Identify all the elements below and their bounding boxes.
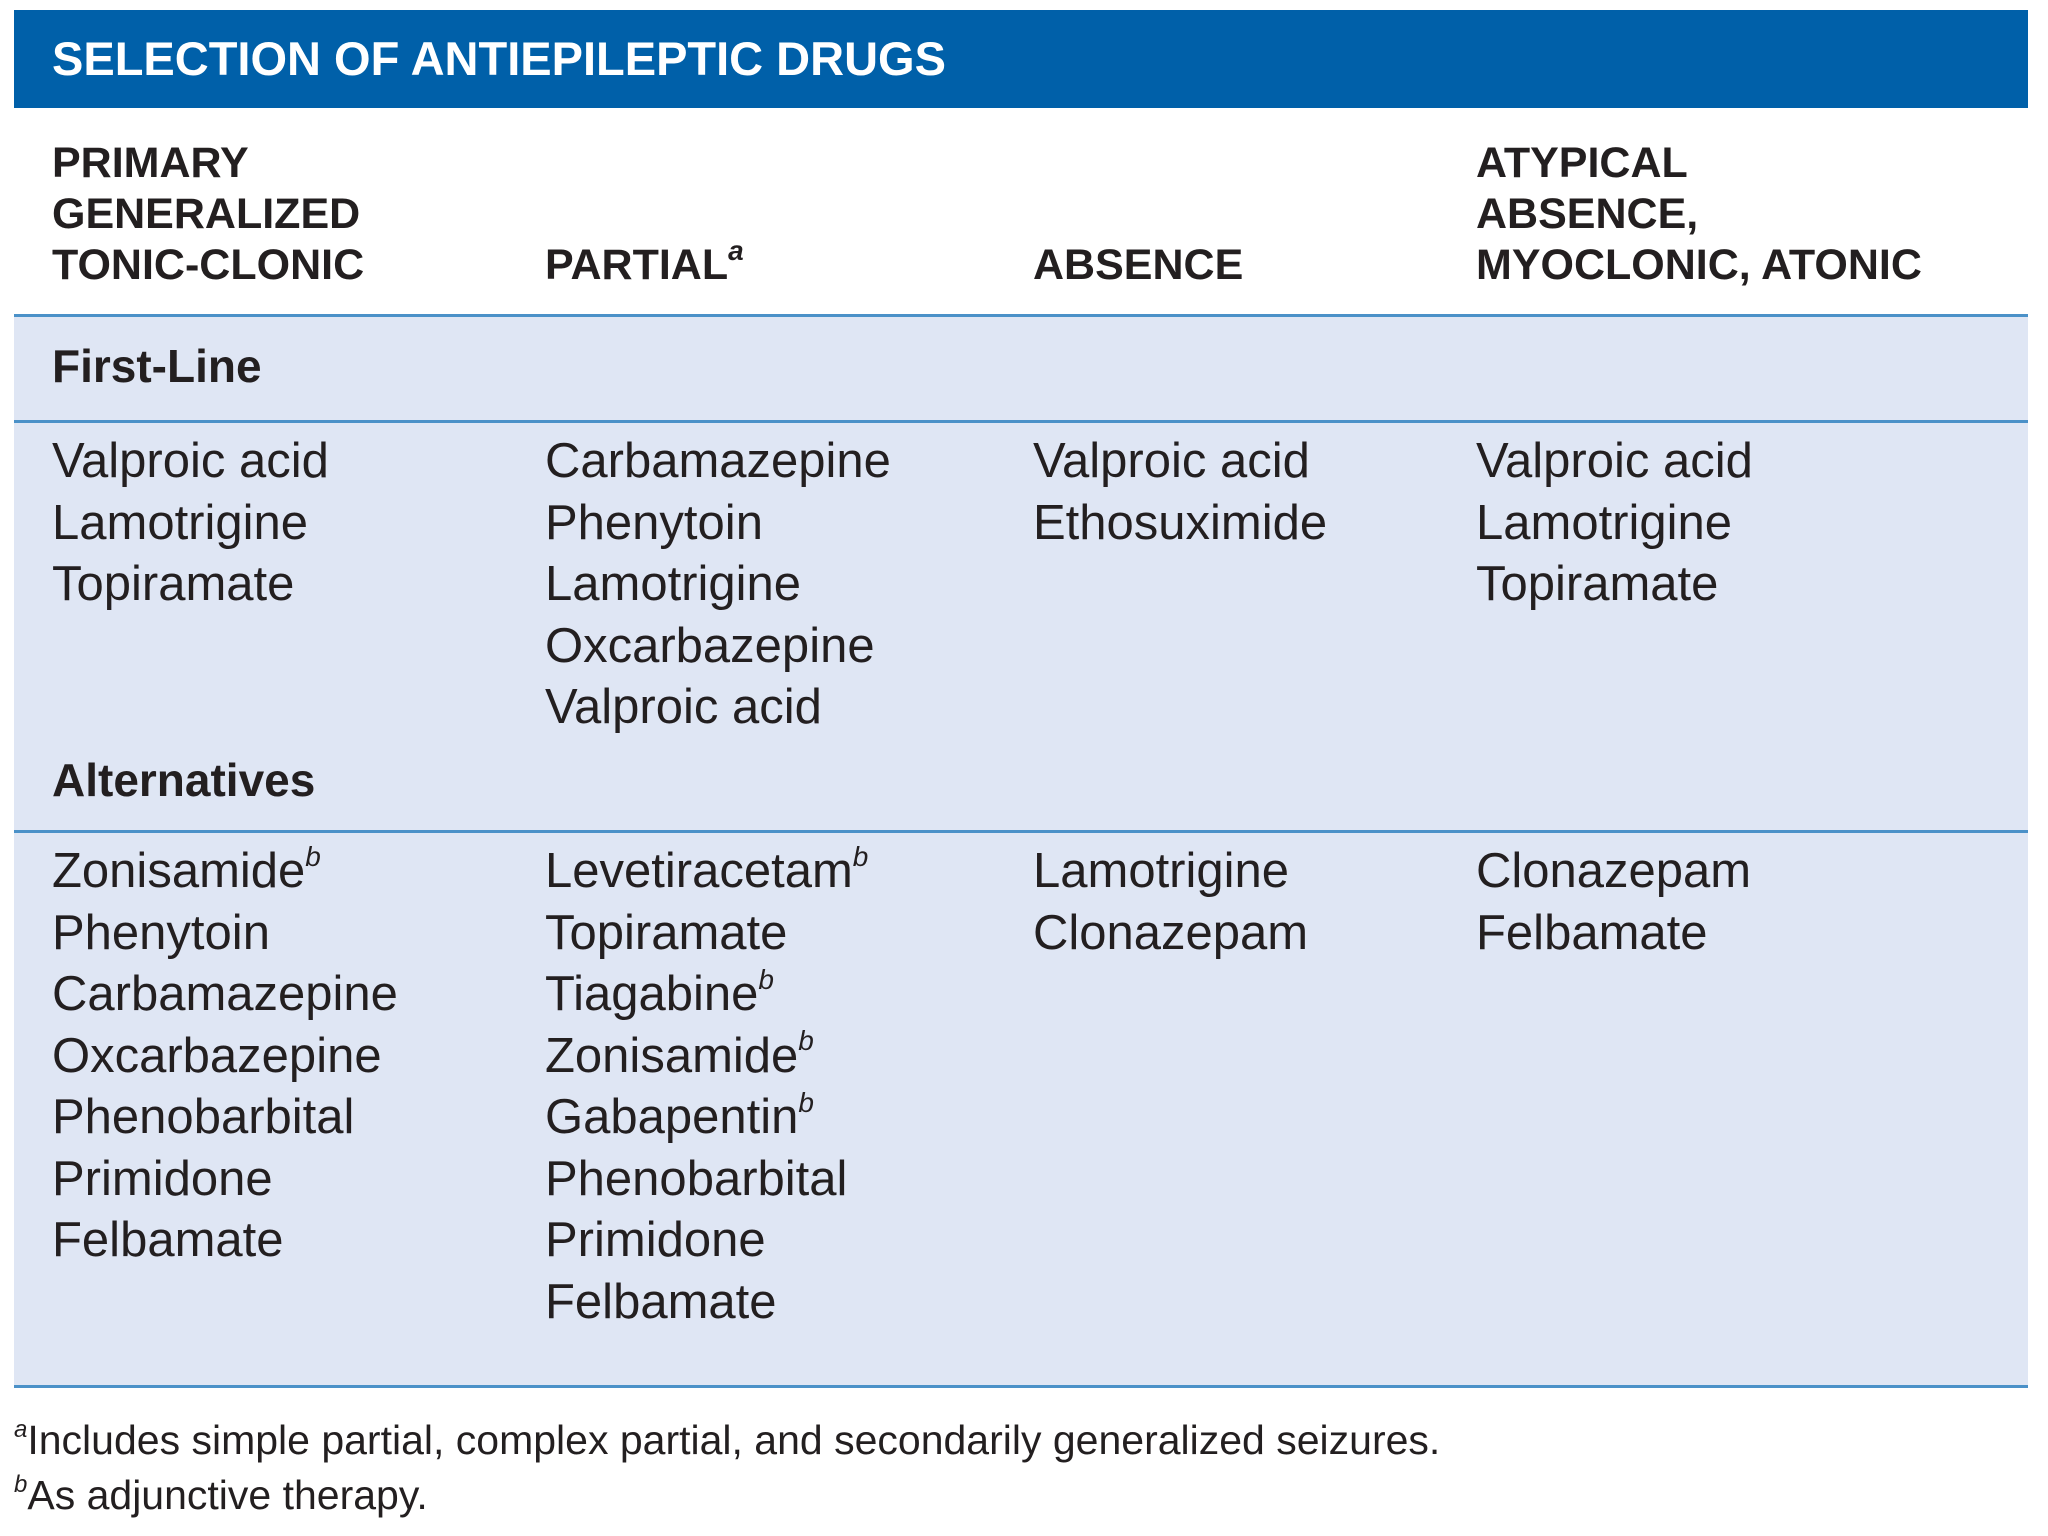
drug-name: Ethosuximide bbox=[1033, 495, 1328, 550]
drug-name: Felbamate bbox=[52, 1213, 284, 1267]
table-title: SELECTION OF ANTIEPILEPTIC DRUGS bbox=[52, 32, 946, 85]
drug-name: Valproic acid bbox=[1033, 434, 1310, 488]
drug-item bbox=[545, 677, 891, 739]
drug-name: Valproic acid bbox=[52, 434, 329, 488]
drug-name: Oxcarbazepine bbox=[52, 1028, 382, 1083]
drug-name: Lamotrigine bbox=[545, 557, 802, 611]
drug-item bbox=[52, 1087, 398, 1149]
footnote-marker: a bbox=[728, 234, 744, 266]
drug-name: Zonisamide bbox=[52, 844, 306, 898]
footnote-b bbox=[14, 1472, 428, 1519]
drug-item bbox=[545, 841, 868, 903]
footnote-marker: b bbox=[798, 1025, 814, 1057]
drug-name: Clonazepam bbox=[1033, 905, 1309, 960]
drug-name: Clonazepam bbox=[1476, 844, 1752, 898]
column-header-line: TONIC-CLONIC bbox=[52, 241, 365, 289]
drug-name: Lamotrigine bbox=[52, 495, 309, 550]
drug-name: Lamotrigine bbox=[1476, 495, 1733, 550]
drug-item bbox=[1476, 903, 1751, 965]
drug-name: Lamotrigine bbox=[1033, 844, 1290, 898]
drug-item bbox=[52, 1210, 398, 1272]
drug-name: Phenytoin bbox=[545, 495, 763, 550]
drug-item bbox=[52, 493, 329, 555]
drug-item bbox=[1033, 841, 1308, 903]
drug-name: Primidone bbox=[545, 1213, 766, 1267]
column-header-tonic-clonic bbox=[52, 138, 364, 291]
table-title-bar bbox=[14, 10, 2028, 108]
drug-name: Zonisamide bbox=[545, 1028, 799, 1083]
column-header-line: GENERALIZED bbox=[52, 190, 361, 238]
column-header-text: PARTIAL bbox=[545, 241, 729, 289]
drug-name: Tiagabine bbox=[545, 967, 759, 1021]
drug-name: Felbamate bbox=[545, 1274, 777, 1329]
alternatives-section-label: Alternatives bbox=[52, 754, 316, 806]
drug-item bbox=[545, 1087, 868, 1149]
drug-name: Phenobarbital bbox=[545, 1151, 848, 1206]
column-header-atypical bbox=[1476, 138, 1922, 291]
alternatives-column-atypical bbox=[1476, 841, 1751, 964]
column-header-partial bbox=[545, 234, 744, 291]
first-line-body bbox=[14, 423, 2028, 830]
first-line-column-absence bbox=[1033, 431, 1327, 554]
drug-name: Levetiracetam bbox=[545, 844, 853, 898]
footnote-marker: a bbox=[14, 1416, 28, 1444]
drug-item bbox=[545, 1149, 868, 1211]
drug-item bbox=[545, 1272, 868, 1334]
drug-item bbox=[1476, 431, 1753, 493]
column-header-line: MYOCLONIC, ATONIC bbox=[1476, 241, 1922, 289]
drug-name: Oxcarbazepine bbox=[545, 618, 875, 673]
drug-name: Valproic acid bbox=[545, 680, 822, 734]
drug-item bbox=[1476, 554, 1753, 616]
footnote-a bbox=[14, 1417, 1440, 1464]
drug-item bbox=[52, 903, 398, 965]
drug-item bbox=[1033, 493, 1327, 555]
footnote-marker: b bbox=[758, 963, 774, 995]
footnote-marker: b bbox=[14, 1471, 28, 1499]
drug-item bbox=[545, 431, 891, 493]
footnote-text: As adjunctive therapy. bbox=[27, 1472, 428, 1518]
column-header-line: ATYPICAL bbox=[1476, 139, 1688, 187]
drug-name: Valproic acid bbox=[1476, 434, 1753, 488]
drug-name: Topiramate bbox=[545, 905, 788, 960]
drug-item bbox=[1476, 841, 1751, 903]
footnote-text: Includes simple partial, complex partial, and secondarily generalized seizures. bbox=[27, 1417, 1441, 1463]
drug-item bbox=[52, 1149, 398, 1211]
drug-item bbox=[545, 1210, 868, 1272]
footnote-marker: b bbox=[798, 1086, 814, 1118]
drug-item bbox=[52, 841, 398, 903]
first-line-column-atypical bbox=[1476, 431, 1753, 616]
drug-name: Primidone bbox=[52, 1151, 273, 1206]
drug-item bbox=[545, 554, 891, 616]
first-line-column-partial bbox=[545, 431, 891, 739]
alternatives-body bbox=[14, 833, 2028, 1385]
drug-name: Felbamate bbox=[1476, 905, 1708, 960]
column-header-line: ABSENCE bbox=[1033, 241, 1244, 289]
drug-item bbox=[52, 431, 329, 493]
table-bottom-rule bbox=[14, 1385, 2028, 1388]
drug-name: Phenobarbital bbox=[52, 1090, 355, 1144]
alternatives-column-tonic-clonic bbox=[52, 841, 398, 1272]
drug-item bbox=[545, 903, 868, 965]
drug-item bbox=[545, 964, 868, 1026]
drug-item bbox=[1476, 493, 1753, 555]
drug-name: Topiramate bbox=[1476, 557, 1719, 611]
footnote-marker: b bbox=[305, 840, 321, 872]
column-header-absence bbox=[1033, 240, 1243, 291]
drug-item bbox=[545, 616, 891, 678]
drug-name: Carbamazepine bbox=[545, 434, 891, 488]
drug-item bbox=[52, 554, 329, 616]
alternatives-column-absence bbox=[1033, 841, 1308, 964]
drug-item bbox=[52, 964, 398, 1026]
drug-name: Topiramate bbox=[52, 557, 295, 611]
drug-item bbox=[545, 1026, 868, 1088]
drug-item bbox=[545, 493, 891, 555]
column-header-row bbox=[14, 108, 2028, 315]
footnote-marker: b bbox=[852, 840, 869, 872]
first-line-section-band bbox=[14, 317, 2028, 420]
drug-item bbox=[1033, 903, 1308, 965]
drug-name: Carbamazepine bbox=[52, 967, 398, 1021]
column-header-line bbox=[545, 234, 744, 291]
column-header-line: ABSENCE, bbox=[1476, 190, 1699, 238]
column-header-line: PRIMARY bbox=[52, 139, 249, 187]
first-line-section-label: First-Line bbox=[52, 340, 262, 392]
first-line-column-tonic-clonic bbox=[52, 431, 329, 616]
drug-name: Gabapentin bbox=[545, 1090, 799, 1144]
drug-item bbox=[52, 1026, 398, 1088]
drug-name: Phenytoin bbox=[52, 905, 270, 960]
drug-item bbox=[1033, 431, 1327, 493]
alternatives-column-partial bbox=[545, 841, 868, 1333]
